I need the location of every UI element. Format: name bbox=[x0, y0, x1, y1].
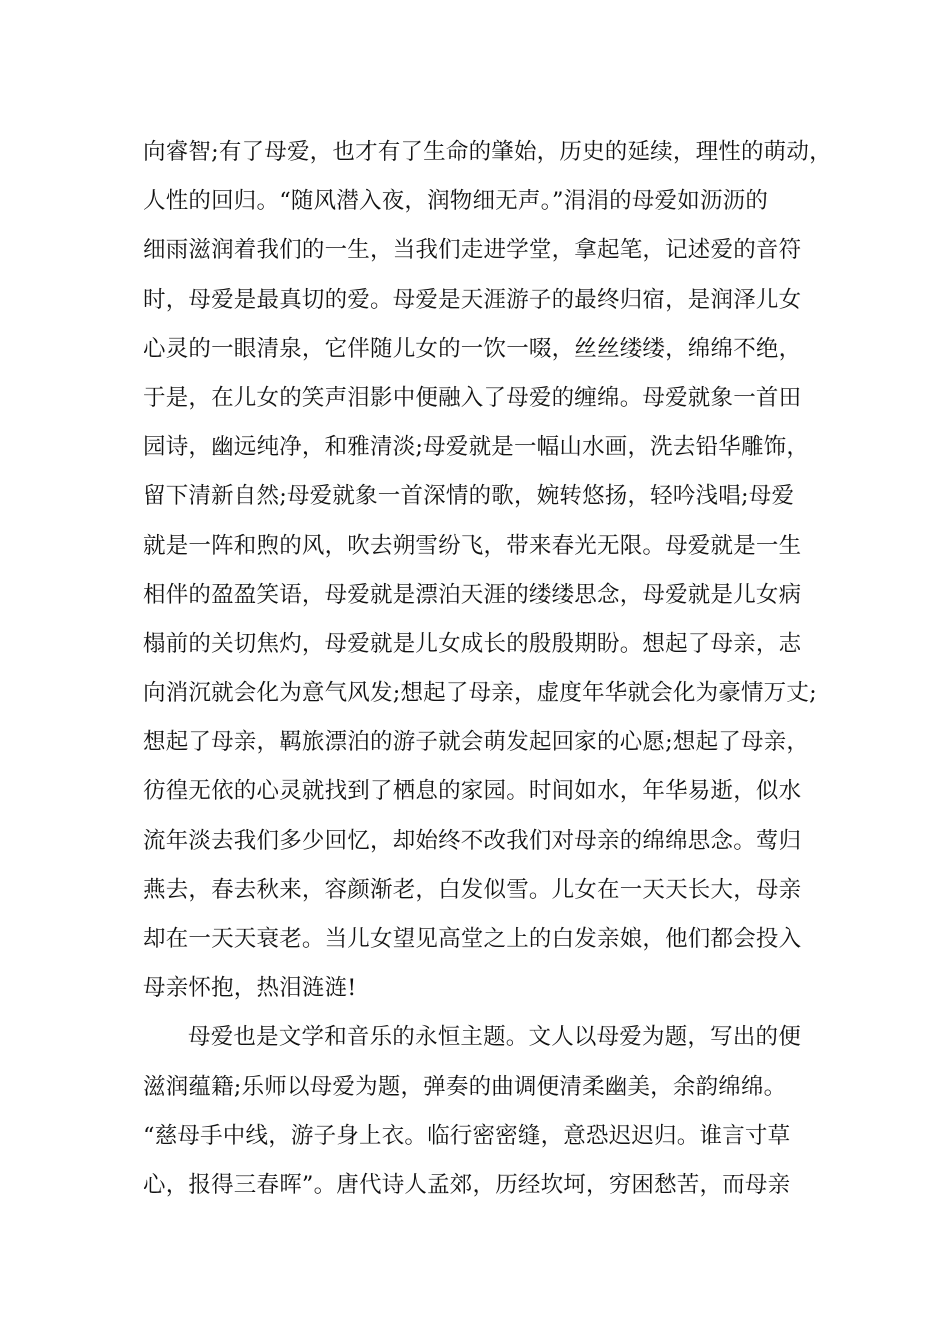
text-line: 细雨滋润着我们的一生，当我们走进学堂，拿起笔，记述爱的音符 bbox=[143, 237, 802, 264]
text-line: 心，报得三春晖”。唐代诗人孟郊，历经坎坷，穷困愁苦，而母亲 bbox=[143, 1171, 791, 1198]
text-line: 相伴的盈盈笑语，母爱就是漂泊天涯的缕缕思念，母爱就是儿女病 bbox=[143, 581, 802, 608]
text-line-indented: 母爱也是文学和音乐的永恒主题。文人以母爱为题，写出的便 bbox=[188, 1024, 801, 1051]
body-text bbox=[143, 128, 832, 1210]
text-line: 却在一天天衰老。当儿女望见高堂之上的白发亲娘，他们都会投入 bbox=[143, 926, 802, 952]
text-line: “慈母手中线，游子身上衣。临行密密缝，意恐迟迟归。谁言寸草 bbox=[143, 1122, 791, 1149]
text-line: 滋润蕴籍;乐师以母爱为题，弹奏的曲调便清柔幽美，余韵绵绵。 bbox=[143, 1073, 787, 1100]
text-line: 向消沉就会化为意气风发;想起了母亲，虚度年华就会化为豪情万丈; bbox=[143, 680, 817, 707]
text-line: 彷徨无依的心灵就找到了栖息的家园。时间如水，年华易逝，似水 bbox=[143, 778, 802, 805]
text-line: 就是一阵和煦的风，吹去朔雪纷飞，带来春光无限。母爱就是一生 bbox=[143, 532, 802, 559]
text-line: 向睿智;有了母爱，也才有了生命的肇始，历史的延续，理性的萌动， bbox=[143, 139, 832, 165]
text-line: 留下清新自然;母爱就象一首深情的歌，婉转悠扬，轻吟浅唱;母爱 bbox=[143, 483, 795, 510]
text-line: 于是，在儿女的笑声泪影中便融入了母爱的缠绵。母爱就象一首田 bbox=[143, 384, 802, 411]
text-line: 想起了母亲，羁旅漂泊的游子就会萌发起回家的心愿;想起了母亲， bbox=[143, 729, 810, 756]
text-line: 燕去，春去秋来，容颜渐老，白发似雪。儿女在一天天长大，母亲 bbox=[143, 876, 802, 903]
text-line: 时，母爱是最真切的爱。母爱是天涯游子的最终归宿，是润泽儿女 bbox=[143, 286, 802, 313]
text-line: 榻前的关切焦灼，母爱就是儿女成长的殷殷期盼。想起了母亲，志 bbox=[143, 630, 802, 657]
paragraph-2 bbox=[143, 1013, 823, 1210]
text-line: 心灵的一眼清泉，它伴随儿女的一饮一啜，丝丝缕缕，绵绵不绝， bbox=[143, 335, 802, 362]
text-line: 母亲怀抱，热泪涟涟! bbox=[143, 975, 357, 1002]
text-line: 人性的回归。“随风潜入夜，润物细无声。”涓涓的母爱如沥沥的 bbox=[143, 188, 769, 215]
paragraph-1 bbox=[143, 128, 832, 1013]
text-line: 园诗，幽远纯净，和雅清淡;母爱就是一幅山水画，洗去铅华雕饰， bbox=[143, 434, 810, 461]
text-line: 流年淡去我们多少回忆，却始终不改我们对母亲的绵绵思念。莺归 bbox=[143, 827, 802, 854]
